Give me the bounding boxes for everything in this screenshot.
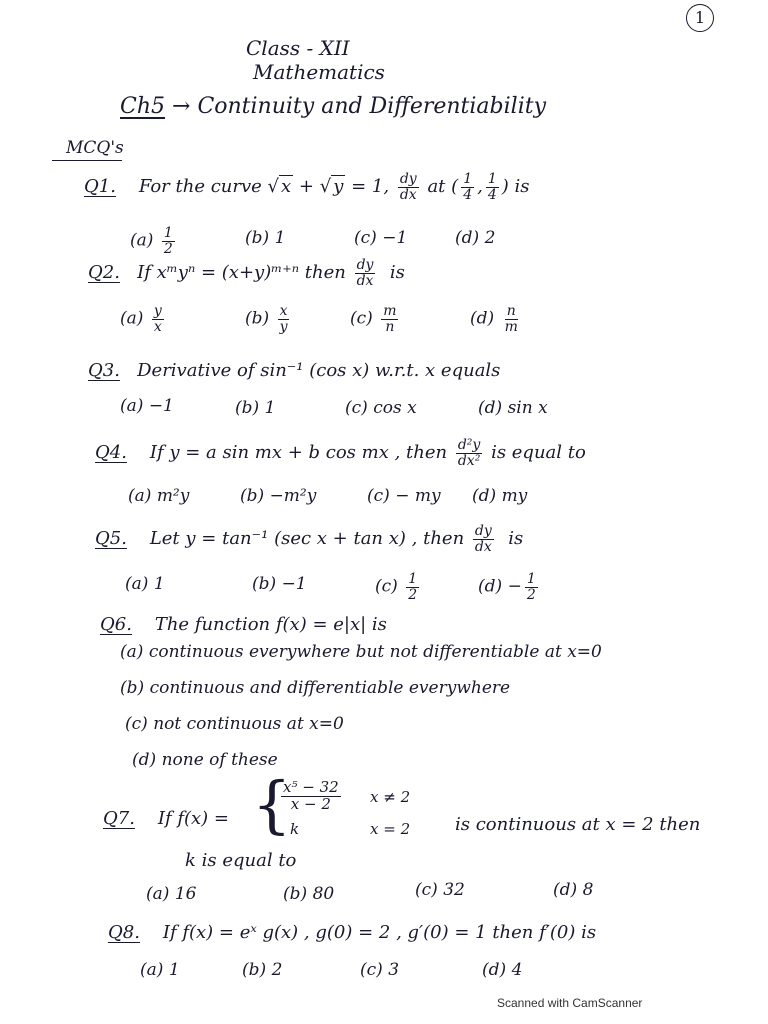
question-number: Q6. — [100, 614, 132, 635]
question-7 — [103, 808, 229, 829]
option-5d: (d) − $\frac{1}{2}$ — [478, 571, 536, 603]
question-number: Q2. — [88, 262, 120, 284]
question-text: Derivative of sin⁻¹ (cos x) w.r.t. x equals — [137, 360, 501, 381]
option-2b: (b) $\frac{x}{y}$ — [245, 303, 288, 335]
question-number: Q4. — [95, 442, 127, 464]
question-text: Let y = tan⁻¹ (sec x + tan x) , then — [149, 528, 465, 550]
option-8a: (a) 1 — [140, 960, 180, 980]
piecewise-case-1: $\frac{\text{x⁵ − 32}}{x - 2}$ — [283, 778, 339, 813]
question-text: For the curve — [138, 176, 262, 198]
derivative-fraction: $\frac{dy}{dx}$ — [474, 523, 492, 555]
option-2d: (d) $\frac{n}{m}$ — [470, 303, 518, 335]
option-5a: (a) 1 — [125, 574, 165, 594]
chapter-title: Continuity and Differentiability — [197, 94, 546, 119]
question-1: Q1. For the curve √ x + √ y = 1, $\frac{dy}{dx}$ at ( $\frac{1}{4}$ , $\frac{1}{4}$ ) is — [84, 171, 530, 203]
option-8d: (d) 4 — [482, 960, 523, 980]
option-1d: (d) 2 — [455, 228, 496, 248]
second-derivative-fraction: $\frac{\text{d²y}}{\text{dx²}}$ — [457, 437, 481, 469]
question-8 — [108, 922, 596, 943]
option-4b: (b) −m²y — [240, 486, 317, 506]
question-text: The function f(x) = e|x| is — [154, 614, 387, 635]
question-number: Q8. — [108, 922, 140, 943]
derivative-fraction: $\frac{dy}{dx}$ — [356, 257, 374, 289]
question-text: If f(x) = — [157, 808, 229, 829]
option-3b: (b) 1 — [235, 398, 276, 418]
option-1b: (b) 1 — [245, 228, 286, 248]
question-number: Q1. — [84, 176, 116, 198]
chapter-label: Ch5 — [120, 94, 165, 119]
option-2c: (c) $\frac{m}{n}$ — [350, 303, 397, 335]
option-1c: (c) −1 — [354, 228, 408, 248]
question-3 — [88, 360, 500, 381]
option-3d: (d) sin x — [478, 398, 548, 418]
piecewise-brace: { — [252, 768, 292, 841]
question-5: Q5. Let y = tan⁻¹ (sec x + tan x) , then $\frac{dy}{dx}$ is — [95, 523, 524, 555]
option-5c: (c) $\frac{1}{2}$ — [375, 571, 418, 603]
option-4a: (a) m²y — [128, 486, 190, 506]
mcq-section-label: MCQ's — [66, 138, 124, 158]
question-6 — [100, 614, 387, 635]
question-4: Q4. If y = a sin mx + b cos mx , then $\frac{\text{d²y}}{\text{dx²}}$ is equal to — [95, 437, 586, 469]
option-7c: (c) 32 — [415, 880, 465, 900]
sqrt-term: √ x — [267, 176, 292, 198]
question-text: If y = a sin mx + b cos mx , then — [149, 442, 448, 464]
sqrt-term: √ y — [319, 176, 344, 198]
option-3a: (a) −1 — [120, 396, 174, 416]
option-6b: (b) continuous and differentiable everywhere — [120, 678, 511, 698]
mcq-underline — [52, 160, 122, 161]
option-4c: (c) − my — [367, 486, 441, 506]
option-5b: (b) −1 — [252, 574, 307, 594]
question-7-continuation: is continuous at x = 2 then — [455, 814, 701, 835]
question-text: If f(x) = eˣ g(x) , g(0) = 2 , g′(0) = 1 then f′(0) is — [162, 922, 597, 943]
option-7d: (d) 8 — [553, 880, 594, 900]
piecewise-condition-2: x = 2 — [370, 820, 411, 838]
option-6d: (d) none of these — [132, 750, 278, 770]
page-number-badge: 1 — [686, 4, 714, 32]
point: ( $\frac{1}{4}$ , $\frac{1}{4}$ ) — [451, 171, 509, 203]
option-4d: (d) my — [472, 486, 528, 506]
piecewise-case-2: k — [290, 820, 300, 838]
subject-heading: Mathematics — [253, 60, 385, 84]
derivative-fraction: $\frac{dy}{dx}$ — [399, 171, 417, 203]
option-8b: (b) 2 — [242, 960, 283, 980]
option-3c: (c) cos x — [345, 398, 417, 418]
option-2a: (a) $\frac{y}{x}$ — [120, 303, 162, 335]
question-number: Q3. — [88, 360, 120, 381]
question-number: Q5. — [95, 528, 127, 550]
class-heading: Class - XII — [246, 36, 350, 60]
question-text: If xᵐyⁿ = (x+y)ᵐ⁺ⁿ then — [137, 262, 346, 284]
question-2: Q2. If xᵐyⁿ = (x+y)ᵐ⁺ⁿ then $\frac{dy}{dx}$ is — [88, 257, 405, 289]
option-7b: (b) 80 — [283, 884, 335, 904]
question-number: Q7. — [103, 808, 135, 829]
chapter-arrow: → — [172, 94, 191, 119]
chapter-heading — [120, 94, 546, 119]
scanner-watermark: Scanned with CamScanner — [497, 996, 643, 1010]
option-6a: (a) continuous everywhere but not differentiable at x=0 — [120, 642, 602, 662]
option-6c: (c) not continuous at x=0 — [125, 714, 344, 734]
option-1a: (a) $\frac{1}{2}$ — [130, 225, 173, 257]
option-7a: (a) 16 — [146, 884, 197, 904]
piecewise-condition-1: x ≠ 2 — [370, 788, 411, 806]
option-8c: (c) 3 — [360, 960, 400, 980]
question-7-prompt: k is equal to — [185, 850, 297, 871]
